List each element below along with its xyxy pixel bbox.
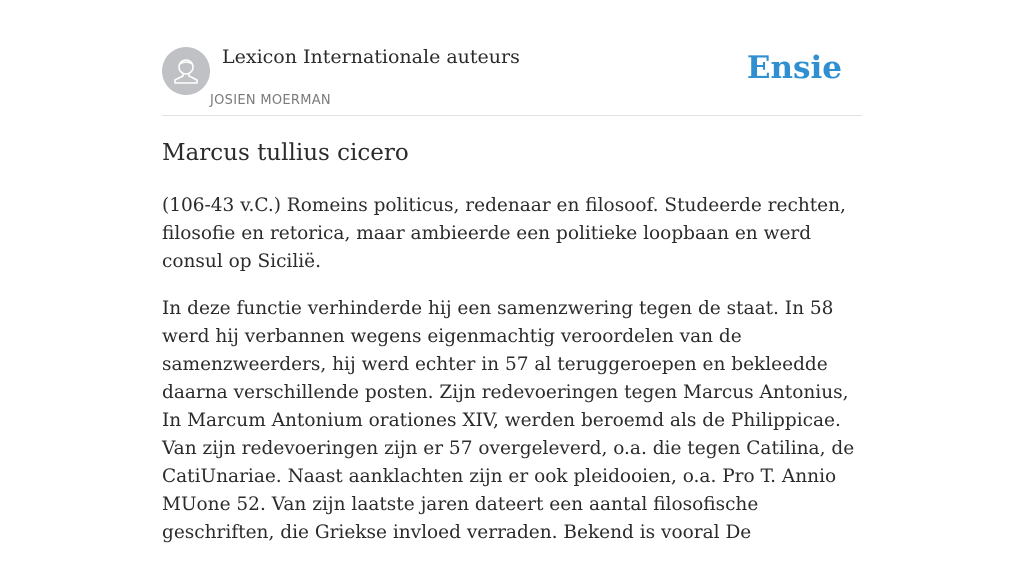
article-title: Marcus tullius cicero bbox=[162, 140, 409, 166]
article-body bbox=[162, 192, 862, 566]
article-paragraph: (106-43 v.C.) Romeins politicus, redenaar en filosoof. Studeerde rechten, filosofie en retorica, maar ambieerde een politieke loopbaan en werd consul op Sicilië. bbox=[162, 195, 846, 272]
user-icon bbox=[162, 47, 210, 95]
article-paragraph: In deze functie verhinderde hij een samenzwering tegen de staat. In 58 werd hij verbannen wegens eigenmachtig veroordelen van de samenzweerders, hij werd echter in 57 al teruggeroepen en bekleedde daarna verschillende posten. Zijn redevoeringen tegen Marcus Antonius, In Marcum Antonium orationes XIV, werden beroemd als de Philippicae. Van zijn redevoeringen zijn er 57 overgeleverd, o.a. die tegen Catilina, de CatiUnariae. Naast aanklachten zijn er ook pleidooien, o.a. Pro T. Annio MUone 52. Van zijn laatste jaren dateert een aantal filosofische geschriften, die Griekse invloed verraden. Bekend is vooral De bbox=[162, 298, 855, 543]
page-header bbox=[162, 0, 862, 116]
author-name[interactable]: JOSIEN MOERMAN bbox=[210, 93, 331, 108]
author-avatar[interactable] bbox=[162, 47, 210, 95]
brand-logo[interactable]: Ensie bbox=[746, 50, 842, 86]
page bbox=[162, 0, 862, 543]
book-title[interactable]: Lexicon Internationale auteurs bbox=[222, 46, 520, 68]
